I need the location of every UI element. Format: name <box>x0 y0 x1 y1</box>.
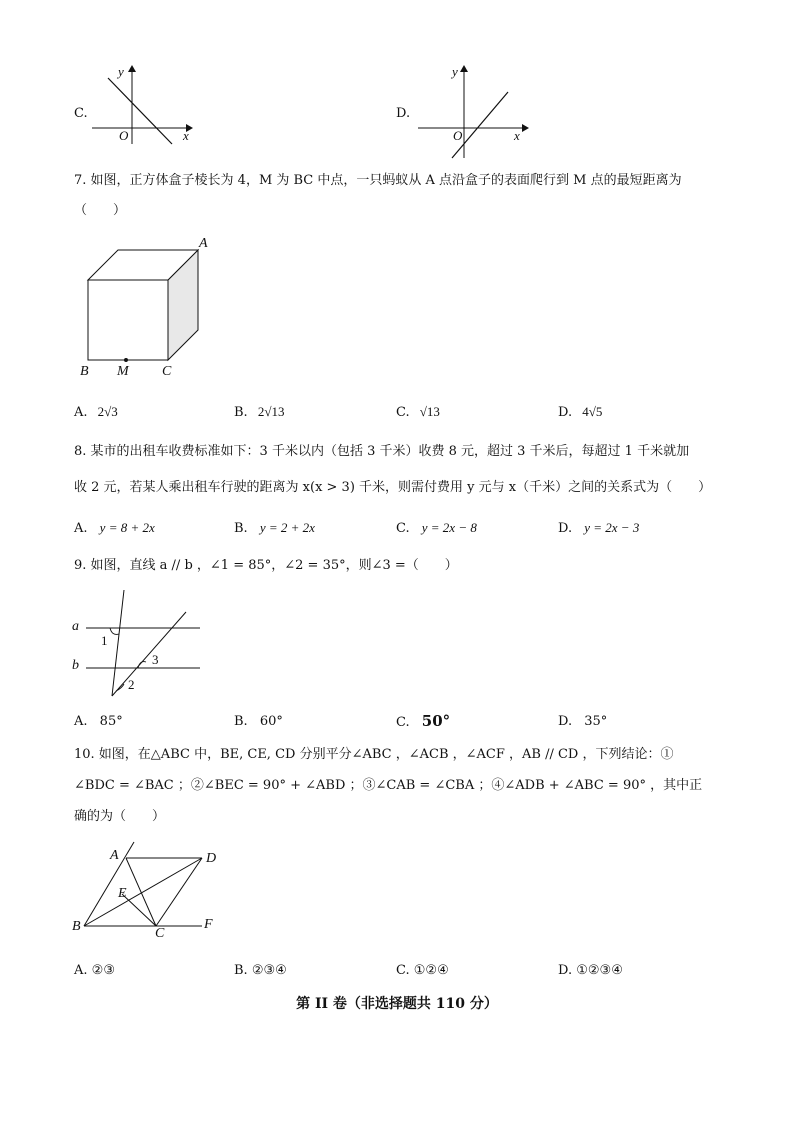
q10-label-b: B <box>72 919 81 934</box>
q10-stem-line1: 10. 如图，在△ABC 中，BE, CE, CD 分别平分∠ABC ，∠ACB ，∠ACF ，AB // CD ，下列结论：① <box>74 747 674 762</box>
q9-option-a[interactable]: A. 85° <box>74 714 123 729</box>
q9-angle-1: 1 <box>101 633 108 648</box>
q7-option-b[interactable]: B. 2√13 <box>234 404 285 420</box>
q7-stem-line1: 7. 如图，正方体盒子棱长为 4，M 为 BC 中点，一只蚂蚁从 A 点沿盒子的表面爬行到 M 点的最短距离为 <box>74 173 682 188</box>
q10-label-a: A <box>110 848 119 863</box>
section-title: 第 II 卷（非选择题共 110 分） <box>296 996 498 1012</box>
q8-option-a[interactable]: A. y = 8 + 2x <box>74 520 155 536</box>
q7-option-c[interactable]: C. √13 <box>396 404 440 420</box>
q6c-axis-y: y <box>118 64 124 79</box>
q8-stem-line2: 收 2 元，若某人乘出租车行驶的距离为 x(x > 3) 千米，则需付费用 y 元与 x（千米）之间的关系式为（ ） <box>74 480 712 495</box>
q10-option-b[interactable]: B. ②③④ <box>234 963 287 978</box>
q9-angle-2: 2 <box>128 677 135 692</box>
q6-option-d-graph <box>414 62 534 162</box>
q8-option-c[interactable]: C. y = 2x − 8 <box>396 520 477 536</box>
q8-option-b[interactable]: B. y = 2 + 2x <box>234 520 315 536</box>
q9-option-c[interactable]: C. 50° <box>396 712 451 730</box>
q10-option-a[interactable]: A. ②③ <box>74 963 115 978</box>
q6-option-c-label: C. <box>74 106 88 121</box>
q6c-origin: O <box>119 128 129 143</box>
q9-stem: 9. 如图，直线 a // b ，∠1 = 85°，∠2 = 35°，则∠3 =（ ） <box>74 558 458 573</box>
q8-option-d[interactable]: D. y = 2x − 3 <box>558 520 640 536</box>
q6d-axis-x: x <box>514 128 520 143</box>
q9-option-d[interactable]: D. 35° <box>558 714 608 729</box>
q9-angle-3: 3 <box>152 652 159 667</box>
q7-stem-line2: （ ） <box>74 203 127 218</box>
q10-stem-line3: 确的为（ ） <box>74 809 166 824</box>
q9-label-b: b <box>72 658 79 673</box>
q10-option-c[interactable]: C. ①②④ <box>396 963 449 978</box>
q6d-axis-y: y <box>452 64 458 79</box>
q10-label-c: C <box>155 926 165 941</box>
q7-label-b: B <box>80 364 89 379</box>
q7-option-a[interactable]: A. 2√3 <box>74 404 118 420</box>
q9-label-a: a <box>72 619 79 634</box>
q10-option-d[interactable]: D. ①②③④ <box>558 963 623 978</box>
q7-label-m: M <box>117 364 129 379</box>
q6-option-d-label: D. <box>396 106 411 121</box>
q6d-origin: O <box>453 128 463 143</box>
q10-label-d: D <box>206 851 217 866</box>
q6-option-c-graph <box>88 62 198 147</box>
q7-label-c: C <box>162 364 172 379</box>
q8-stem-line1: 8. 某市的出租车收费标准如下：3 千米以内（包括 3 千米）收费 8 元，超过 3 千米后，每超过 1 千米就加 <box>74 444 690 459</box>
q6c-axis-x: x <box>183 128 189 143</box>
q10-triangle-figure <box>76 840 216 940</box>
q10-stem-line2: ∠BDC = ∠BAC ；②∠BEC = 90° + ∠ABD ；③∠CAB = ∠CBA ；④∠ADB + ∠ABC = 90° ，其中正 <box>74 778 703 793</box>
q10-label-f: F <box>204 917 213 932</box>
q10-label-e: E <box>118 886 127 901</box>
q7-label-a: A <box>199 236 208 251</box>
q9-option-b[interactable]: B. 60° <box>234 714 283 729</box>
q7-option-d[interactable]: D. 4√5 <box>558 404 603 420</box>
q7-cube-figure <box>80 238 220 373</box>
